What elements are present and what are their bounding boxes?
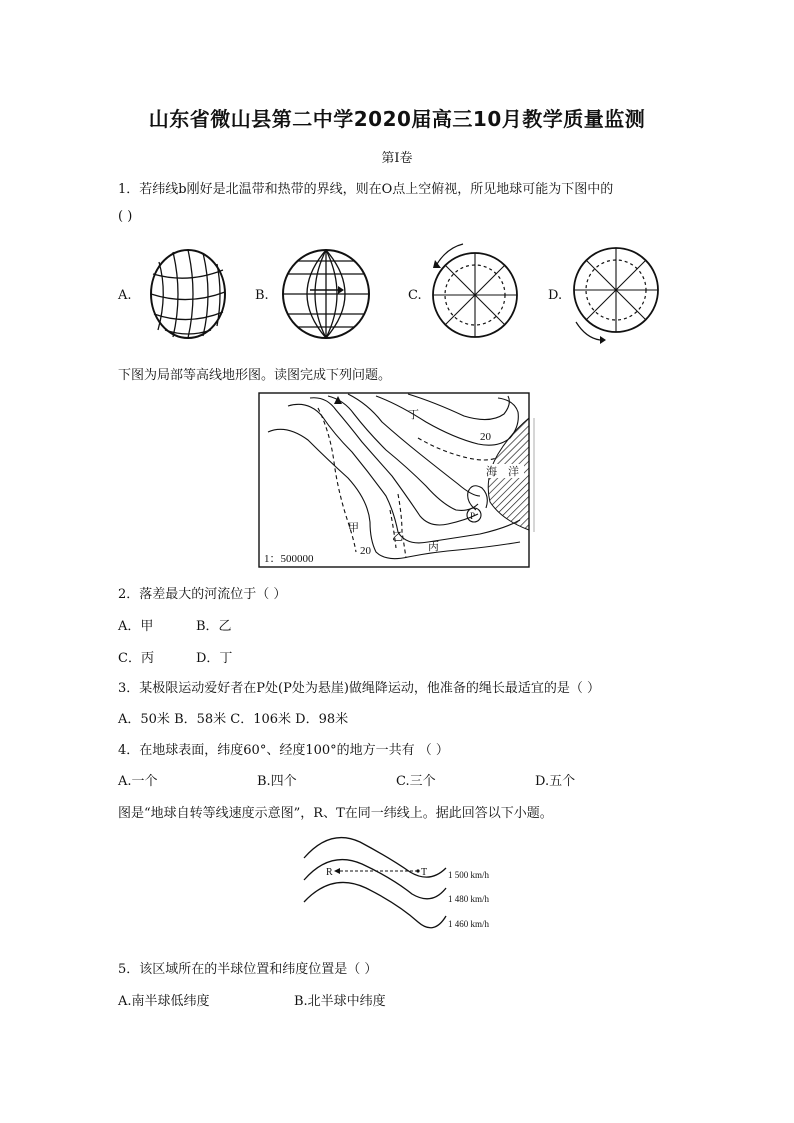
topo-intro: 下图为局部等高线地形图。读图完成下列问题。 — [118, 368, 392, 383]
q1-option-d-label: D. — [548, 288, 563, 303]
speed-label-1480: 1 480 km/h — [448, 894, 490, 904]
q1-option-b-label: B. — [255, 288, 269, 303]
q2-stem: 2．落差最大的河流位于（ ） — [118, 587, 287, 602]
river-label-yi: 乙 — [392, 531, 403, 543]
q2-option-c: C．丙 — [118, 651, 154, 666]
q3-stem: 3．某极限运动爱好者在P处(P处为悬崖)做绳降运动，他准备的绳长最适宜的是（ ） — [118, 681, 601, 696]
q2-option-a: A．甲 — [118, 619, 154, 634]
river-label-bing: 丙 — [428, 541, 439, 553]
globe-c-figure — [425, 238, 525, 344]
contour-label-20b: 20 — [360, 545, 371, 557]
globe-a-figure — [143, 244, 233, 344]
q2-option-d: D．丁 — [196, 651, 233, 666]
speed-label-1460: 1 460 km/h — [448, 919, 490, 929]
q1-paren: ( ) — [118, 209, 133, 224]
globe-d-figure — [566, 240, 666, 346]
map-scale: 1：500000 — [264, 553, 314, 565]
speed-intro: 图是“地球自转等线速度示意图”，R、T在同一纬线上。据此回答以下小题。 — [118, 806, 553, 821]
q5-stem: 5．该区域所在的半球位置和纬度位置是（ ） — [118, 962, 378, 977]
speed-label-1500: 1 500 km/h — [448, 870, 490, 880]
q4-option-c: C.三个 — [396, 774, 436, 789]
q1-option-a-label: A. — [118, 288, 132, 303]
q4-option-a: A.一个 — [118, 774, 158, 789]
rotation-speed-figure — [300, 828, 500, 940]
ocean-label-1: 海 — [486, 466, 497, 478]
q3-options: A．50米 B．58米 C．106米 D．98米 — [118, 712, 349, 727]
globe-b-figure — [280, 244, 372, 344]
page-title: 山东省微山县第二中学2020届高三10月教学质量监测 — [148, 107, 646, 131]
q1-stem: 1．若纬线b刚好是北温带和热带的界线，则在O点上空俯视，所见地球可能为下图中的 — [118, 182, 614, 197]
q2-option-b: B．乙 — [196, 619, 232, 634]
q4-option-b: B.四个 — [257, 774, 297, 789]
speed-point-t: T — [421, 867, 428, 878]
river-label-jia: 甲 — [348, 522, 359, 534]
topographic-map — [258, 392, 542, 570]
q5-option-b: B.北半球中纬度 — [294, 994, 386, 1009]
ocean-label-2: 洋 — [508, 466, 519, 478]
q1-option-c-label: C. — [408, 288, 422, 303]
section-heading: 第Ⅰ卷 — [381, 151, 413, 166]
contour-label-20a: 20 — [480, 431, 491, 443]
river-label-ding: 丁 — [408, 409, 419, 421]
speed-point-r: R — [326, 867, 333, 878]
q4-stem: 4．在地球表面，纬度60°、经度100°的地方一共有 （ ） — [118, 743, 449, 758]
q5-option-a: A.南半球低纬度 — [118, 994, 210, 1009]
point-p-label: P — [470, 511, 476, 521]
q4-option-d: D.五个 — [535, 774, 576, 789]
